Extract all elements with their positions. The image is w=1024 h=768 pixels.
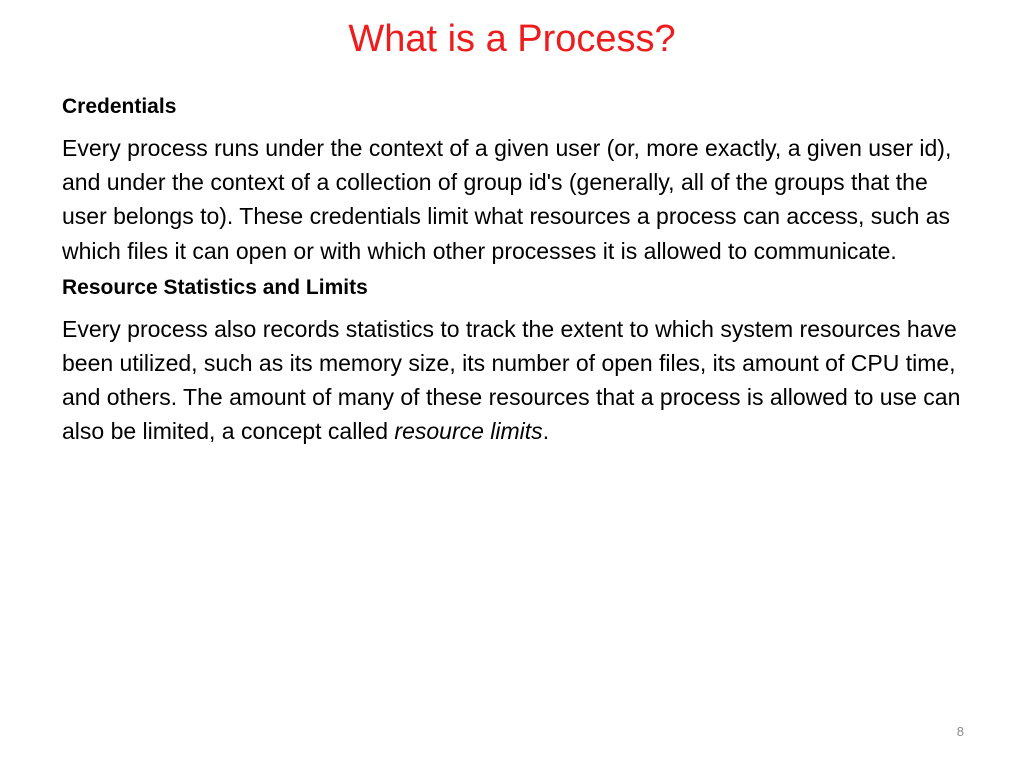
- credentials-paragraph: Every process runs under the context of a given user (or, more exactly, a given user id), and under the context of a collection of group id's (generally, all of the groups that the user belongs to). These credentials limit what resources a process can access, such as which files it can open or with which other processes it is allowed to communicate.: [62, 135, 952, 264]
- resource-statistics-heading: Resource Statistics and Limits: [62, 275, 368, 299]
- credentials-heading: Credentials: [62, 95, 177, 118]
- resource-statistics-text: Every process also records statistics to track the extent to which system resources have been utilized, such as its memory size, its number of open files, its amount of CPU time, and others. The amount of many of these resources that a process is allowed to use can also be limited, a concept called: [62, 315, 961, 445]
- resource-statistics-section: [62, 273, 972, 449]
- resource-limits-term: resource limits: [394, 418, 543, 445]
- page-number: 8: [956, 724, 964, 739]
- slide-content: [62, 92, 972, 454]
- credentials-section: [62, 92, 972, 268]
- slide-title: What is a Process?: [348, 18, 676, 60]
- resource-statistics-period: .: [542, 418, 550, 445]
- resource-statistics-paragraph: [62, 312, 972, 449]
